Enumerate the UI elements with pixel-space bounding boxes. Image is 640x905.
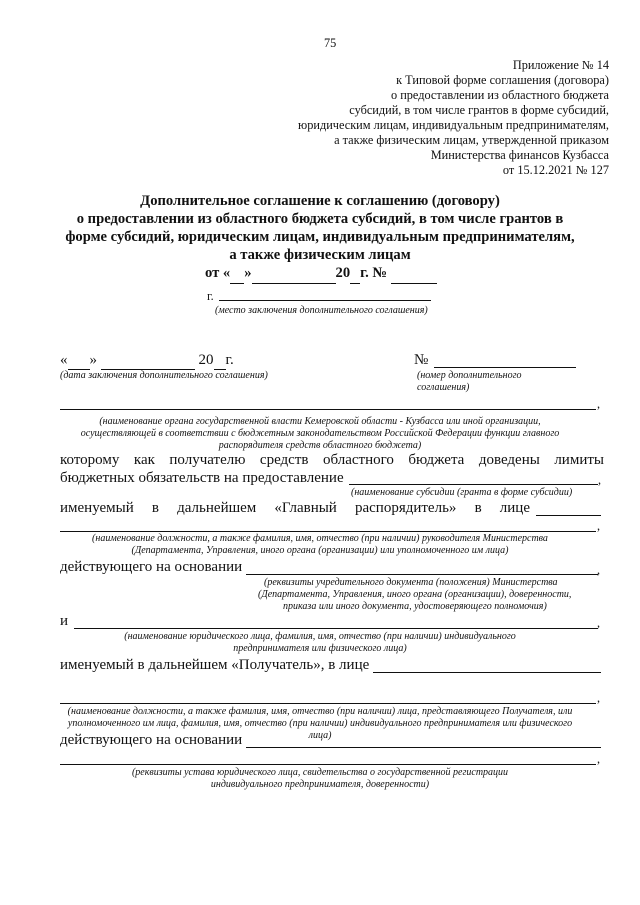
recipient-caption: предпринимателя или физического лица) bbox=[233, 643, 407, 654]
title-line: а также физическим лицам bbox=[229, 247, 411, 263]
organ-blank[interactable] bbox=[60, 409, 596, 410]
page-number: 75 bbox=[324, 36, 337, 50]
and-text: и bbox=[60, 613, 69, 629]
appendix-line: юридическим лицам, индивидуальным предпринимателям, bbox=[298, 118, 609, 132]
statute-caption: (реквизиты устава юридического лица, свидетельства о государственной регистрации bbox=[131, 767, 509, 778]
appendix-line: к Типовой форме соглашения (договора) bbox=[396, 73, 609, 87]
rep-blank[interactable] bbox=[60, 703, 596, 704]
comma: , bbox=[597, 563, 601, 577]
agreement-number-blank[interactable] bbox=[434, 367, 576, 368]
appendix-line: от 15.12.2021 № 127 bbox=[502, 163, 609, 177]
title-number-blank[interactable] bbox=[391, 265, 437, 284]
place-prefix: г. bbox=[207, 289, 214, 303]
title-date-line bbox=[205, 265, 437, 284]
limits-text-line: бюджетных обязательств на предоставление bbox=[60, 470, 344, 486]
agreement-year-blank[interactable] bbox=[214, 352, 226, 370]
basis-text: действующего на основании bbox=[60, 559, 243, 575]
subsidy-blank[interactable] bbox=[349, 484, 598, 485]
limits-text-line: которому как получателю средств областного бюджета доведены лимиты bbox=[60, 452, 604, 468]
title-date-prefix: от « bbox=[205, 265, 231, 281]
place-caption: (место заключения дополнительного соглашения) bbox=[215, 305, 428, 316]
title-date-mid: » bbox=[244, 265, 252, 281]
recipient-rep-blank[interactable] bbox=[373, 672, 601, 673]
basis-text-2: действующего на основании bbox=[60, 732, 243, 748]
title-year: 20 bbox=[335, 265, 351, 281]
title-line: о предоставлении из областного бюджета субсидий, в том числе грантов в bbox=[76, 211, 564, 227]
head-caption: (наименование должности, а также фамилия, имя, отчество (при наличии) руководителя Министерства bbox=[92, 533, 548, 544]
rep-caption: уполномоченного им лица, фамилия, имя, отчество (при наличии) индивидуального предпринимателя или физического bbox=[67, 718, 573, 729]
recipient-blank[interactable] bbox=[74, 628, 598, 629]
charter-caption: приказа или иного документа, удостоверяющего полномочия) bbox=[283, 601, 547, 612]
head-caption: (Департамента, Управления, иного органа (организации) или уполномоченного им лица) bbox=[131, 545, 509, 556]
title-day-blank[interactable] bbox=[230, 265, 244, 284]
organ-caption: осуществляющей в соответствии с бюджетным законодательством Российской Федерации функции главного bbox=[80, 428, 560, 439]
statute-blank[interactable] bbox=[60, 764, 596, 765]
title-line: Дополнительное соглашение к соглашению (договору) bbox=[140, 193, 500, 209]
comma: , bbox=[598, 473, 602, 487]
head-blank[interactable] bbox=[60, 531, 596, 532]
agreement-month-blank[interactable] bbox=[101, 352, 195, 370]
agreement-number-caption: соглашения) bbox=[417, 382, 470, 393]
comma: , bbox=[597, 691, 601, 705]
basis-blank-2[interactable] bbox=[246, 747, 601, 748]
charter-caption: (реквизиты учредительного документа (положения) Министерства bbox=[264, 577, 558, 588]
rep-caption: (наименование должности, а также фамилия, имя, отчество (при наличии) лица, представляющего Получателя, или bbox=[67, 706, 573, 717]
organ-caption: распорядителя средств областного бюджета) bbox=[218, 440, 422, 451]
agreement-date-caption: (дата заключения дополнительного соглашения) bbox=[60, 370, 268, 381]
organ-caption: (наименование органа государственной власти Кемеровской области - Кузбасса или иной организации, bbox=[99, 416, 541, 427]
basis-blank[interactable] bbox=[246, 574, 598, 575]
title-month-blank[interactable] bbox=[252, 265, 336, 284]
agreement-day-blank[interactable] bbox=[68, 352, 90, 370]
subsidy-caption: (наименование субсидии (гранта в форме субсидии) bbox=[351, 487, 573, 498]
recipient-named-text: именуемый в дальнейшем «Получатель», в лице bbox=[60, 657, 370, 673]
title-line: форме субсидий, юридическим лицам, индивидуальным предпринимателям, bbox=[65, 229, 575, 245]
place-blank[interactable] bbox=[219, 300, 431, 301]
statute-caption: индивидуального предпринимателя, доверенности) bbox=[210, 779, 430, 790]
title-date-suffix: г. № bbox=[360, 265, 388, 281]
grbs-blank[interactable] bbox=[536, 515, 601, 516]
comma: , bbox=[597, 752, 601, 766]
appendix-line: Министерства финансов Кузбасса bbox=[430, 148, 609, 162]
comma: , bbox=[597, 616, 601, 630]
agreement-number-caption: (номер дополнительного bbox=[417, 370, 522, 381]
recipient-caption: (наименование юридического лица, фамилия, имя, отчество (при наличии) индивидуального bbox=[124, 631, 516, 642]
appendix-line: о предоставлении из областного бюджета bbox=[390, 88, 609, 102]
agreement-date-field: « » 20 г. bbox=[60, 352, 234, 368]
title-year-blank[interactable] bbox=[350, 265, 360, 284]
appendix-line: Приложение № 14 bbox=[512, 58, 609, 72]
comma: , bbox=[597, 519, 601, 533]
rep-caption: лица) bbox=[308, 730, 332, 741]
agreement-year: 20 bbox=[198, 352, 214, 368]
grbs-text: именуемый в дальнейшем «Главный распорядитель» в лице bbox=[60, 500, 530, 516]
appendix-line: а также физическим лицам, утвержденной приказом bbox=[334, 133, 609, 147]
comma: , bbox=[597, 397, 601, 411]
charter-caption: (Департамента, Управления, иного органа (организации), доверенности, bbox=[258, 589, 572, 600]
appendix-line: субсидий, в том числе грантов в форме субсидий, bbox=[349, 103, 609, 117]
agreement-number-prefix: № bbox=[414, 352, 429, 368]
